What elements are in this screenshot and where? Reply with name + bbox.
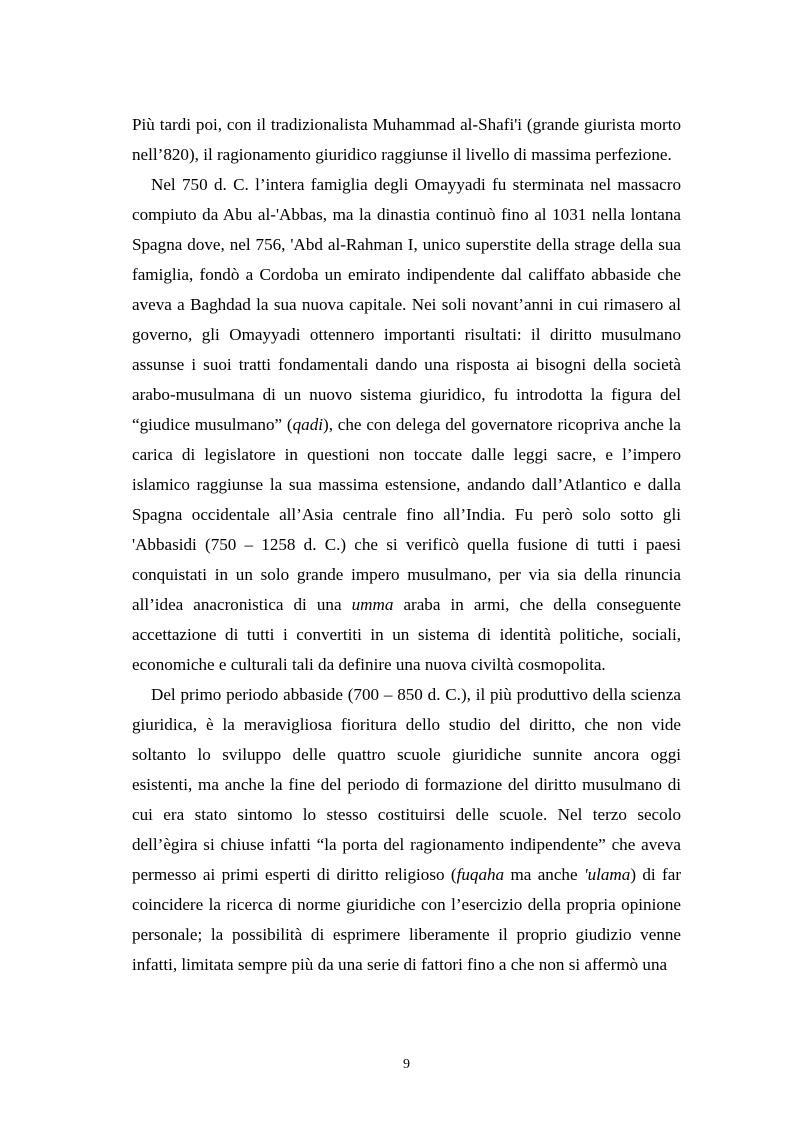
text-span: ) di far coincidere la ricerca di norme giuridiche con l’esercizio della propria opinione personale; la possibilità di esprimere liberamente il proprio giudizio venne infatti, limitata sempre più da una serie di fattori fino a che non si affermò una [132, 865, 682, 974]
text-span: araba in armi, che della conseguente accettazione di tutti i convertiti in un sistema di identità politiche, sociali, economiche e culturali tali da definire una nuova civiltà cosmopolita. [132, 595, 681, 674]
paragraph-3 [132, 680, 681, 980]
paragraph-1 [132, 110, 681, 170]
italic-term-fuqaha: fuqaha [456, 865, 505, 884]
body-text [132, 110, 681, 980]
italic-term-ulama: 'ulama [583, 865, 631, 884]
page-number: 9 [403, 1057, 410, 1072]
italic-term-umma: umma [351, 595, 394, 614]
paragraph-2 [132, 170, 681, 680]
italic-term-qadi: qadi [292, 415, 323, 434]
text-span: ), che con delega del governatore ricopriva anche la carica di legislatore in questioni non toccate dalle leggi sacre, e l’impero islamico raggiunse la sua massima estensione, andando dall’Atlantico e dalla Spagna occidentale all’Asia centrale fino all’India. Fu però solo sotto gli 'Abbasidi (750 – 1258 d. C.) che si verificò quella fusione di tutti i paesi conquistati in un solo grande impero musulmano, per via sia della rinuncia all’idea anacronistica di una [132, 415, 681, 614]
text-span: Più tardi poi, con il tradizionalista Muhammad al-Shafi'i (grande giurista morto nell’820), il ragionamento giuridico raggiunse il livello di massima perfezione. [132, 115, 681, 164]
text-span: ma anche [504, 865, 584, 884]
text-span: Del primo periodo abbaside (700 – 850 d. C.), il più produttivo della scienza giuridica, è la meravigliosa fioritura dello studio del diritto, che non vide soltanto lo sviluppo delle quattro scuole giuridiche sunnite ancora oggi esistenti, ma anche la fine del periodo di formazione del diritto musulmano di cui era stato sintomo lo stesso costituirsi delle scuole. Nel terzo secolo dell’ègira si chiuse infatti “la porta del ragionamento indipendente” che aveva permesso ai primi esperti di diritto religioso ( [132, 685, 681, 884]
text-span: Nel 750 d. C. l’intera famiglia degli Omayyadi fu sterminata nel massacro compiuto da Abu al-'Abbas, ma la dinastia continuò fino al 1031 nella lontana Spagna dove, nel 756, 'Abd al-Rahman I, unico superstite della strage della sua famiglia, fondò a Cordoba un emirato indipendente dal califfato abbaside che aveva a Baghdad la sua nuova capitale. Nei soli novant’anni in cui rimasero al governo, gli Omayyadi ottennero importanti risultati: il diritto musulmano assunse i suoi tratti fondamentali dando una risposta ai bisogni della società arabo-musulmana di un nuovo sistema giuridico, fu introdotta la figura del “giudice musulmano” ( [132, 175, 681, 434]
